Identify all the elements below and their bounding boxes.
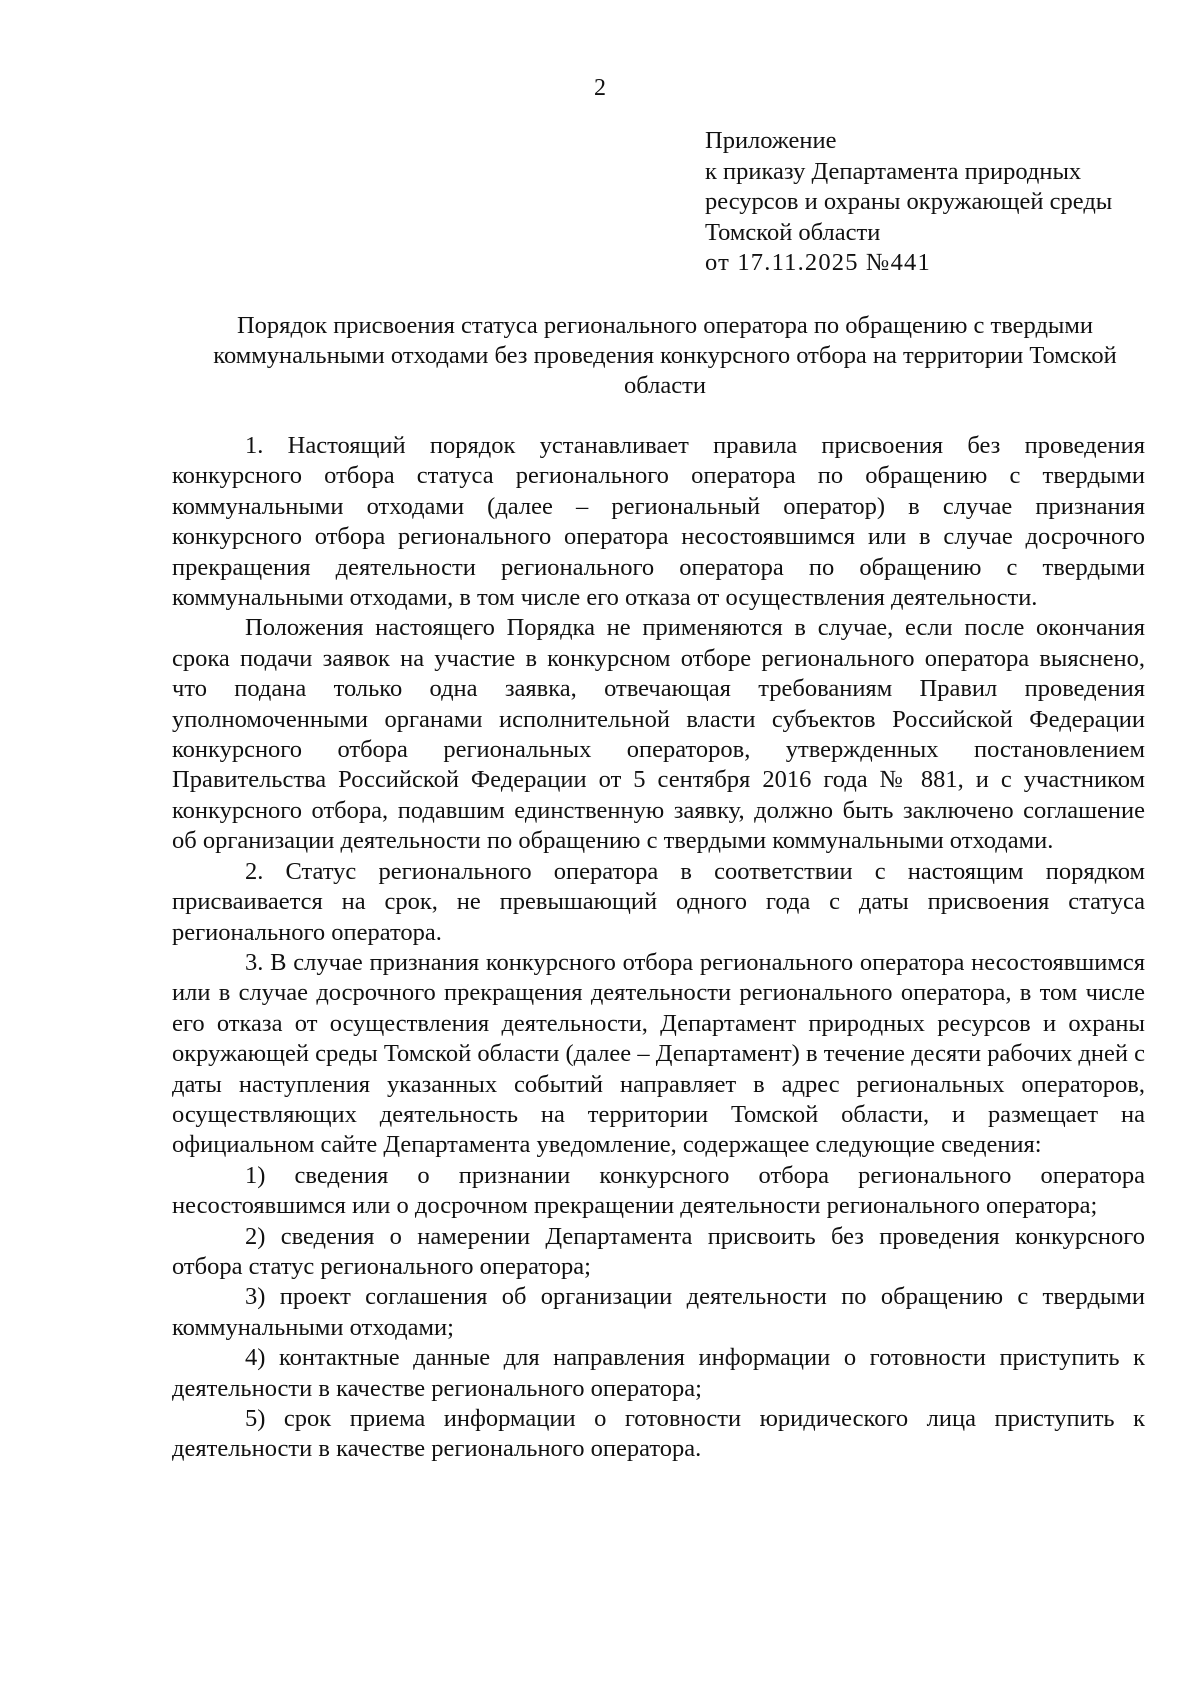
- list-item: 1) сведения о признании конкурсного отбора регионального оператора несостоявшимся или о досрочном прекращении деятельности регионального оператора;: [172, 1161, 1145, 1220]
- document-title: Порядок присвоения статуса регионального оператора по обращению с твердыми коммунальными отходами без проведения конкурсного отбора на территории Томской области: [213, 312, 1117, 399]
- appendix-block: [705, 126, 1165, 279]
- list-item: 2) сведения о намерении Департамента присвоить без проведения конкурсного отбора статус регионального оператора;: [172, 1222, 1145, 1280]
- appendix-line: Томской области: [705, 218, 881, 246]
- appendix-date-line: от 17.11.2025 №441: [705, 249, 931, 276]
- paragraph: 3. В случае признания конкурсного отбора регионального оператора несостоявшимся или в случае досрочного прекращения деятельности регионального оператора, в том числе его отказа от осуществления деятельности, Департамент природных ресурсов и охраны окружающей среды Томской области (далее – Департамент) в течение десяти рабочих дней с даты наступления указанных событий направляет в адрес региональных операторов, осуществляющих деятельность на территории Томской области, и размещает на официальном сайте Департамента уведомление, содержащее следующие сведения:: [172, 948, 1145, 1159]
- appendix-line: Приложение: [705, 127, 837, 154]
- appendix-line: ресурсов и охраны окружающей среды: [705, 188, 1113, 215]
- paragraph: 1. Настоящий порядок устанавливает правила присвоения без проведения конкурсного отбора статуса регионального оператора по обращению с твердыми коммунальными отходами (далее – региональный оператор) в случае признания конкурсного отбора регионального оператора несостоявшимся или в случае досрочного прекращения деятельности регионального оператора по обращению с твердыми коммунальными отходами, в том числе его отказа от осуществления деятельности.: [172, 432, 1145, 612]
- list-item: 4) контактные данные для направления информации о готовности приступить к деятельности в качестве регионального оператора;: [172, 1344, 1145, 1402]
- appendix-line: к приказу Департамента природных: [705, 157, 1082, 185]
- list-item: 5) срок приема информации о готовности юридического лица приступить к деятельности в качестве регионального оператора.: [172, 1405, 1145, 1463]
- document-body: [172, 431, 1145, 1465]
- paragraph: Положения настоящего Порядка не применяются в случае, если после окончания срока подачи заявок на участие в конкурсном отборе регионального оператора выяснено, что подана только одна заявка, отвечающая требованиям Правил проведения уполномоченными органами исполнительной власти субъектов Российской Федерации конкурсного отбора региональных операторов, утвержденных постановлением Правительства Российской Федерации от 5 сентября 2016 года № 881, и с участником конкурсного отбора, подавшим единственную заявку, должно быть заключено соглашение об организации деятельности по обращению с твердыми коммунальными отходами.: [172, 614, 1145, 855]
- list-item: 3) проект соглашения об организации деятельности по обращению с твердыми коммунальными отходами;: [172, 1283, 1145, 1341]
- page-number: 2: [594, 75, 606, 101]
- paragraph: 2. Статус регионального оператора в соответствии с настоящим порядком присваивается на срок, не превышающий одного года с даты присвоения статуса регионального оператора.: [172, 857, 1145, 946]
